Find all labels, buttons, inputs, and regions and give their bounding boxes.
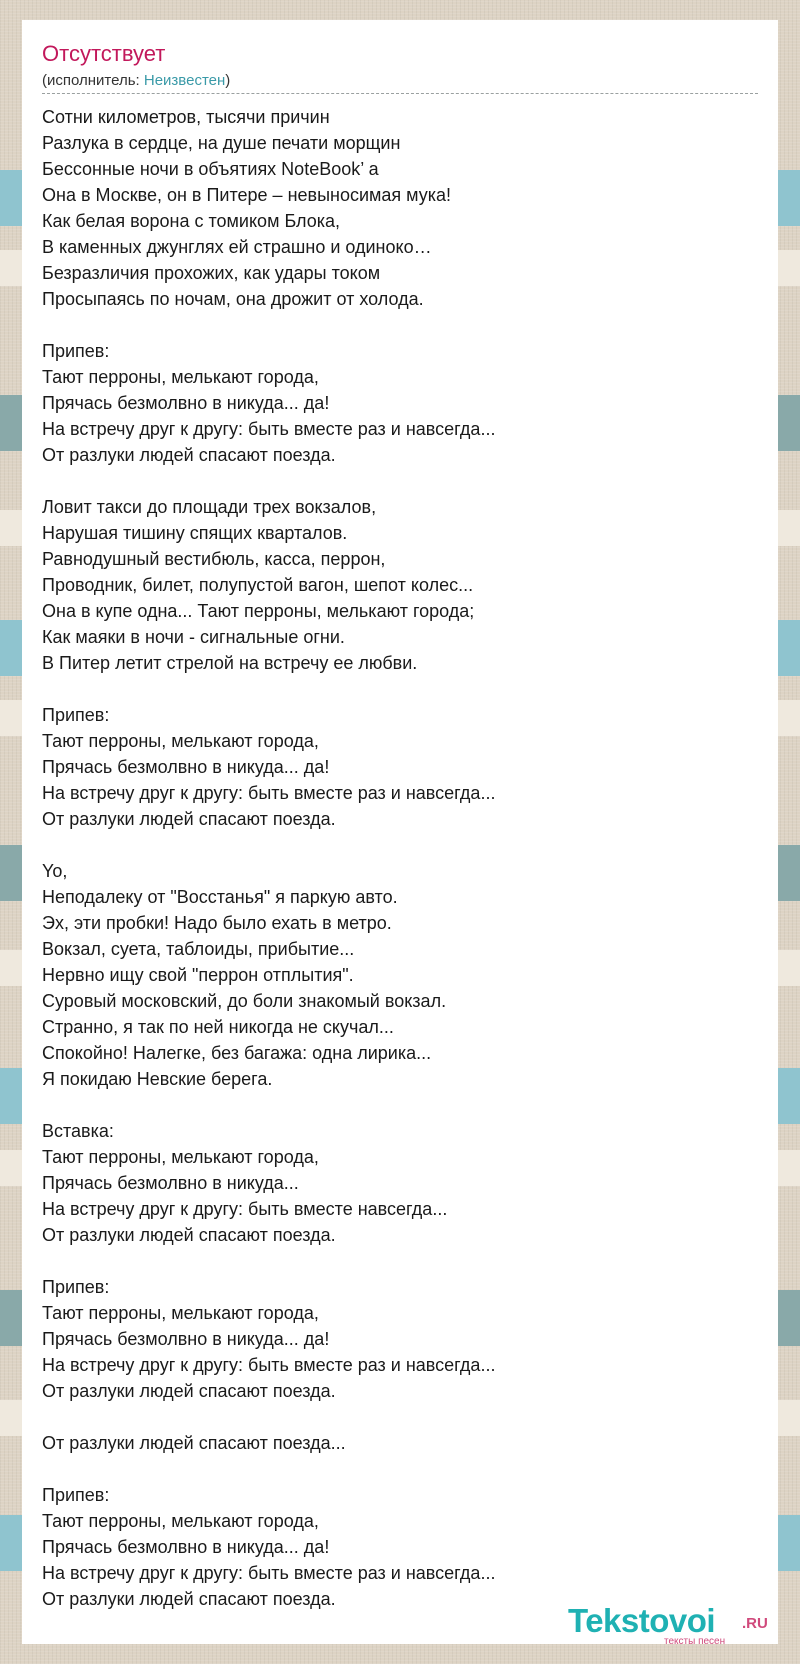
lyric-line: Просыпаясь по ночам, она дрожит от холода. <box>42 289 424 309</box>
lyric-line <box>42 1456 758 1482</box>
artist-link[interactable]: Неизвестен <box>143 72 226 89</box>
lyric-line <box>42 312 758 338</box>
artist-label: (исполнитель: <box>42 72 144 89</box>
lyric-line: Безразличия прохожих, как удары током <box>42 263 381 283</box>
lyric-line: Прячась безмолвно в никуда... да! <box>42 757 330 777</box>
lyric-line: Припев: <box>42 1277 110 1297</box>
lyric-line <box>42 1092 758 1118</box>
lyric-line: Вставка: <box>42 1121 114 1141</box>
lyric-line: Тают перроны, мелькают города, <box>42 731 319 751</box>
lyric-line: Нервно ищу свой "перрон отплытия". <box>42 965 354 985</box>
song-title: Отсутствует <box>42 41 166 66</box>
lyric-line: Тают перроны, мелькают города, <box>42 1147 319 1167</box>
artist-label-close: ) <box>225 72 231 89</box>
site-logo[interactable] <box>568 1603 768 1647</box>
lyric-line: Нарушая тишину спящих кварталов. <box>42 523 348 543</box>
lyric-line: Как маяки в ночи - сигнальные огни. <box>42 627 345 647</box>
title-divider <box>42 93 758 94</box>
artist-line <box>42 72 230 90</box>
lyric-line: Разлука в сердце, на душе печати морщин <box>42 133 401 153</box>
lyric-line: В каменных джунглях ей страшно и одиноко… <box>42 237 432 257</box>
lyric-line: Прячась безмолвно в никуда... да! <box>42 1537 330 1557</box>
lyric-line: От разлуки людей спасают поезда. <box>42 1225 336 1245</box>
lyric-line: От разлуки людей спасают поезда... <box>42 1433 346 1453</box>
lyric-line: Припев: <box>42 341 110 361</box>
lyric-line: Ловит такси до площади трех вокзалов, <box>42 497 377 517</box>
lyric-line: Я покидаю Невские берега. <box>42 1069 273 1089</box>
lyric-line: На встречу друг к другу: быть вместе раз и навсегда... <box>42 783 496 803</box>
lyric-line: Проводник, билет, полупустой вагон, шепот колес... <box>42 575 474 595</box>
lyric-line <box>42 1248 758 1274</box>
logo-wordmark: Tekstovoi <box>568 1602 716 1639</box>
lyric-line: Она в купе одна... Тают перроны, мелькают города; <box>42 601 475 621</box>
logo-tld: .RU <box>742 1615 768 1632</box>
lyric-line: На встречу друг к другу: быть вместе раз и навсегда... <box>42 1563 496 1583</box>
lyric-line: На встречу друг к другу: быть вместе раз и навсегда... <box>42 1355 496 1375</box>
lyric-line: Бессонные ночи в объятиях NoteBook’ а <box>42 159 379 179</box>
lyric-line: На встречу друг к другу: быть вместе навсегда... <box>42 1199 448 1219</box>
lyric-line: Припев: <box>42 1485 110 1505</box>
lyric-line: Тают перроны, мелькают города, <box>42 1303 319 1323</box>
lyric-line: Равнодушный вестибюль, касса, перрон, <box>42 549 386 569</box>
lyrics-card <box>22 20 778 1647</box>
lyric-line: От разлуки людей спасают поезда. <box>42 1589 336 1609</box>
lyric-line: В Питер летит стрелой на встречу ее любви. <box>42 653 418 673</box>
lyric-line: Прячась безмолвно в никуда... да! <box>42 1329 330 1349</box>
lyric-line: На встречу друг к другу: быть вместе раз и навсегда... <box>42 419 496 439</box>
logo-tagline: тексты песен <box>664 1636 726 1647</box>
lyric-line: От разлуки людей спасают поезда. <box>42 809 336 829</box>
lyric-line <box>42 1404 758 1430</box>
lyric-line: От разлуки людей спасают поезда. <box>42 445 336 465</box>
lyric-line: Как белая ворона с томиком Блока, <box>42 211 341 231</box>
lyric-line: Странно, я так по ней никогда не скучал... <box>42 1017 394 1037</box>
lyric-line: Суровый московский, до боли знакомый вокзал. <box>42 991 447 1011</box>
lyric-line: Вокзал, суета, таблоиды, прибытие... <box>42 939 355 959</box>
lyric-line: Неподалеку от "Восстанья" я паркую авто. <box>42 887 398 907</box>
lyric-line: Припев: <box>42 705 110 725</box>
lyrics-text <box>42 104 758 1612</box>
lyric-line <box>42 832 758 858</box>
lyric-line: Спокойно! Налегке, без багажа: одна лирика... <box>42 1043 432 1063</box>
lyric-line <box>42 676 758 702</box>
lyric-line: Она в Москве, он в Питере – невыносимая мука! <box>42 185 452 205</box>
lyric-line: Тают перроны, мелькают города, <box>42 1511 319 1531</box>
lyric-line: Yo, <box>42 861 68 881</box>
lyric-line: От разлуки людей спасают поезда. <box>42 1381 336 1401</box>
lyric-line <box>42 468 758 494</box>
lyric-line: Сотни километров, тысячи причин <box>42 107 330 127</box>
lyric-line: Тают перроны, мелькают города, <box>42 367 319 387</box>
lyric-line: Прячась безмолвно в никуда... <box>42 1173 299 1193</box>
lyric-line: Эх, эти пробки! Надо было ехать в метро. <box>42 913 392 933</box>
lyric-line: Прячась безмолвно в никуда... да! <box>42 393 330 413</box>
